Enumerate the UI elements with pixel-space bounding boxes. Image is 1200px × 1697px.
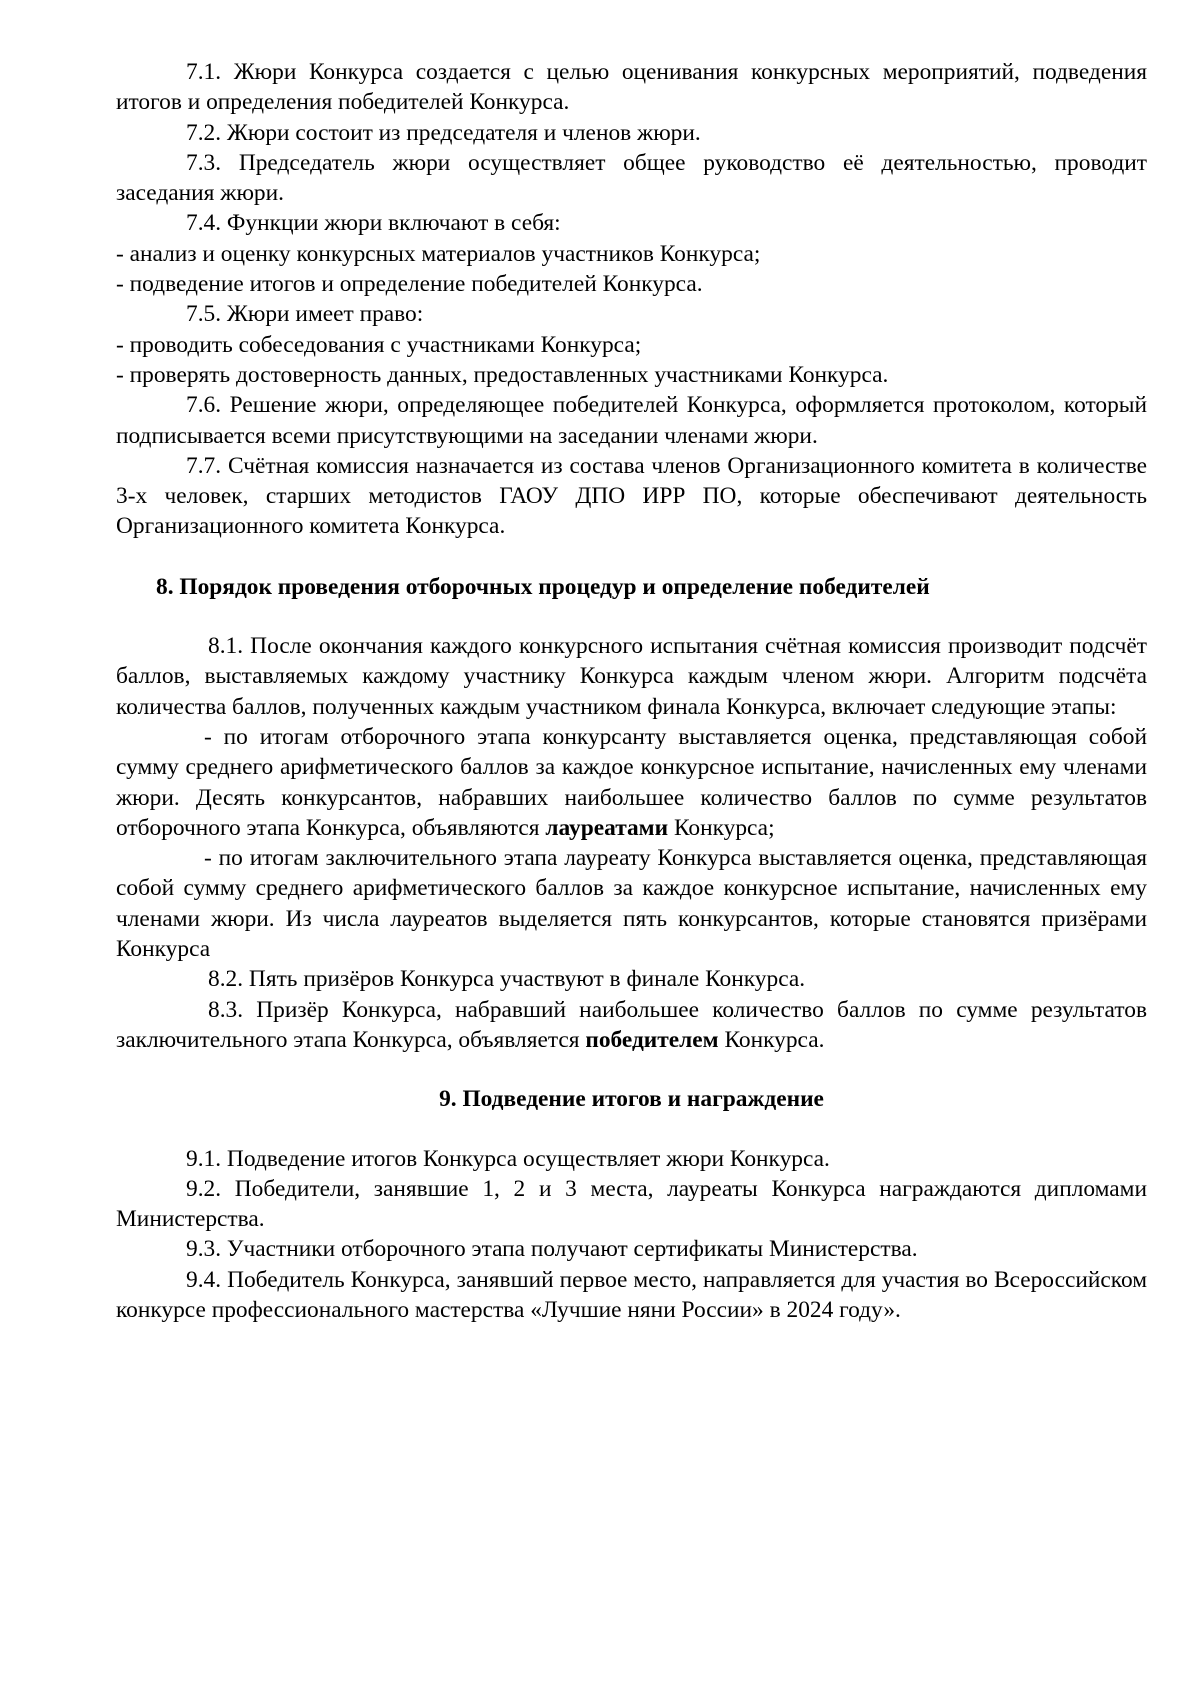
paragraph-8-1-a-text: - по итогам отборочного этапа конкурсанту выставляется оценка, представляющая собой сумму среднего арифметического баллов за каждое конкурсное испытание, начисленных ему членами жюри. Десять конкурсантов, набравших наибольшее количество баллов по сумме результатов отборочного этапа Конкурса, объявляются bbox=[116, 723, 1147, 841]
list-item-7-5-a: - проводить собеседования с участниками Конкурса; bbox=[116, 331, 642, 358]
paragraph-8-3-text: 8.3. Призёр Конкурса, набравший наибольшее количество баллов по сумме результатов заключительного этапа Конкурса, объявляется bbox=[116, 996, 1147, 1053]
paragraph-9-1: 9.1. Подведение итогов Конкурса осуществляет жюри Конкурса. bbox=[186, 1145, 830, 1172]
section-8-heading: 8. Порядок проведения отборочных процедур и определение победителей bbox=[156, 573, 930, 600]
paragraph-7-3: 7.3. Председатель жюри осуществляет общее руководство её деятельностью, проводит заседания жюри. bbox=[116, 149, 1147, 207]
paragraph-8-3-tail: Конкурса. bbox=[718, 1026, 825, 1053]
paragraph-9-2: 9.2. Победители, занявшие 1, 2 и 3 места, лауреаты Конкурса награждаются дипломами Министерства. bbox=[116, 1175, 1147, 1233]
paragraph-8-2: 8.2. Пять призёров Конкурса участвуют в финале Конкурса. bbox=[208, 966, 806, 993]
paragraph-8-1-a bbox=[116, 722, 1147, 843]
paragraph-7-4: 7.4. Функции жюри включают в себя: bbox=[186, 210, 561, 237]
paragraph-9-4: 9.4. Победитель Конкурса, занявший первое место, направляется для участия во Всероссийском конкурсе профессионального мастерства «Лучшие няни России» в 2024 году». bbox=[116, 1266, 1147, 1323]
paragraph-9-3: 9.3. Участники отборочного этапа получают сертификаты Министерства. bbox=[186, 1236, 918, 1263]
paragraph-8-1-b: - по итогам заключительного этапа лауреату Конкурса выставляется оценка, представляющая собой сумму среднего арифметического баллов за каждое конкурсное испытание, начисленных ему членами жюри. Из числа лауреатов выделяется пять конкурсантов, которые становятся призёрами Конкурса bbox=[116, 845, 1147, 963]
list-item-7-4-b: - подведение итогов и определение победителей Конкурса. bbox=[116, 271, 703, 298]
laureates-term: лауреатами bbox=[545, 814, 669, 841]
paragraph-7-6: 7.6. Решение жюри, определяющее победителей Конкурса, оформляется протоколом, который подписывается всеми присутствующими на заседании членами жюри. bbox=[116, 392, 1147, 449]
paragraph-8-1-a-tail: Конкурса; bbox=[668, 814, 775, 841]
list-item-7-5-b: - проверять достоверность данных, предоставленных участниками Конкурса. bbox=[116, 361, 889, 388]
paragraph-7-1: 7.1. Жюри Конкурса создается с целью оценивания конкурсных мероприятий, подведения итогов и определения победителей Конкурса. bbox=[116, 59, 1147, 116]
document-page bbox=[116, 57, 1147, 1325]
paragraph-8-1: 8.1. После окончания каждого конкурсного испытания счётная комиссия производит подсчёт баллов, выставляемых каждому участнику Конкурса каждым членом жюри. Алгоритм подсчёта количества баллов, полученных каждым участником финала Конкурса, включает следующие этапы: bbox=[116, 633, 1147, 720]
winner-term: победителем bbox=[585, 1026, 719, 1053]
paragraph-7-7: 7.7. Счётная комиссия назначается из состава членов Организационного комитета в количестве 3-х человек, старших методистов ГАОУ ДПО ИРР ПО, которые обеспечивают деятельность Организационного комитета Конкурса. bbox=[116, 452, 1147, 540]
section-9-heading: 9. Подведение итогов и награждение bbox=[439, 1086, 824, 1113]
list-item-7-4-a: - анализ и оценку конкурсных материалов участников Конкурса; bbox=[116, 240, 761, 267]
paragraph-7-2: 7.2. Жюри состоит из председателя и членов жюри. bbox=[186, 119, 701, 146]
paragraph-7-5: 7.5. Жюри имеет право: bbox=[186, 301, 424, 328]
paragraph-8-3 bbox=[116, 995, 1147, 1056]
